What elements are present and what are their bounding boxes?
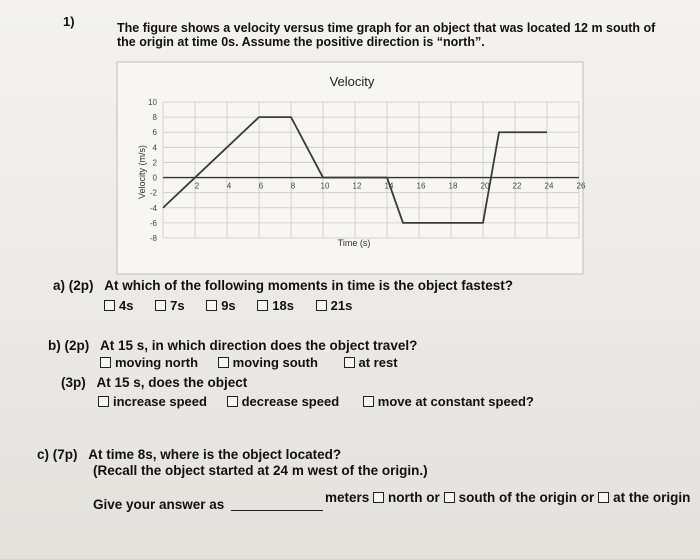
x-tick-label: 12 — [352, 181, 362, 191]
option-label: 18s — [272, 298, 294, 313]
y-tick-label: -8 — [149, 234, 157, 243]
part-a-options — [104, 298, 352, 313]
option-decrease-speed[interactable] — [227, 394, 340, 409]
unit-label: meters — [325, 490, 370, 505]
intro-emphasis: positive direction is “north”. — [315, 35, 485, 49]
option-constant-speed[interactable] — [363, 394, 534, 409]
answer-prefix: Give your answer as — [93, 497, 225, 512]
y-tick-label: -4 — [149, 203, 157, 213]
chart-title: Velocity — [329, 74, 375, 89]
question-number: 1) — [63, 14, 75, 29]
option-increase-speed[interactable] — [98, 394, 207, 409]
part-b-label: b) (2p) — [48, 338, 90, 353]
checkbox-icon[interactable] — [100, 357, 111, 368]
checkbox-icon[interactable] — [373, 492, 384, 503]
checkbox-icon[interactable] — [218, 357, 229, 368]
option-label: 21s — [330, 298, 353, 313]
part-b-sub-label: (3p) — [61, 375, 86, 390]
option-label: south of the origin or — [458, 490, 595, 505]
option-label: moving north — [115, 355, 199, 370]
y-tick-label: -2 — [149, 188, 157, 198]
option-label: move at constant speed? — [377, 394, 534, 409]
y-tick-label: -6 — [149, 218, 157, 228]
intro-line-1 — [117, 21, 655, 35]
checkbox-icon[interactable] — [444, 492, 455, 503]
part-b-sub-question: At 15 s, does the object — [96, 375, 248, 390]
checkbox-icon[interactable] — [598, 492, 609, 503]
x-tick-label: 10 — [320, 181, 330, 191]
x-tick-label: 18 — [448, 181, 458, 191]
x-tick-label: 20 — [480, 181, 490, 191]
velocity-chart — [117, 62, 586, 274]
option-south[interactable] — [444, 490, 595, 505]
checkbox-icon[interactable] — [98, 396, 109, 407]
option-at-origin[interactable] — [598, 490, 690, 505]
y-axis-label: Velocity (m/s) — [137, 144, 147, 200]
part-b-options — [100, 355, 398, 370]
option-label: moving south — [232, 355, 318, 370]
y-tick-label: 0 — [152, 173, 157, 183]
answer-blank[interactable] — [231, 498, 323, 511]
intro-text: the origin at time — [117, 35, 222, 49]
option-north[interactable] — [373, 490, 440, 505]
y-tick-label: 2 — [152, 158, 157, 168]
part-c-answer-options — [325, 490, 690, 505]
x-tick-label: 24 — [544, 181, 554, 191]
x-tick-label: 2 — [194, 181, 200, 191]
part-c-answer-row — [93, 497, 326, 512]
intro-emphasis: 12 m south of — [574, 21, 656, 35]
part-c — [37, 447, 341, 462]
y-tick-label: 8 — [152, 113, 157, 123]
x-tick-label: 8 — [290, 181, 296, 191]
option-moving-south[interactable] — [218, 355, 318, 370]
part-c-label: c) (7p) — [37, 447, 78, 462]
x-tick-label: 16 — [416, 181, 426, 191]
intro-emphasis: 0s — [221, 35, 236, 49]
option-7s[interactable] — [155, 298, 184, 313]
part-b-question: At 15 s, in which direction does the object travel? — [100, 338, 418, 353]
option-label: 9s — [221, 298, 236, 313]
y-tick-label: 10 — [148, 98, 157, 107]
checkbox-icon[interactable] — [257, 300, 268, 311]
option-label: 4s — [119, 298, 134, 313]
checkbox-icon[interactable] — [344, 357, 355, 368]
option-moving-north[interactable] — [100, 355, 198, 370]
part-a-question: At which of the following moments in time is the object fastest? — [104, 278, 514, 293]
intro-line-2 — [117, 35, 485, 49]
y-tick-label: 4 — [152, 143, 157, 153]
option-label: decrease speed — [241, 394, 340, 409]
checkbox-icon[interactable] — [155, 300, 166, 311]
part-c-note: (Recall the object started at 24 m west of the origin.) — [93, 463, 428, 478]
part-a — [53, 278, 513, 293]
option-label: north or — [388, 490, 440, 505]
part-b — [48, 338, 417, 353]
option-label: 7s — [170, 298, 185, 313]
part-a-label: a) (2p) — [53, 278, 94, 293]
intro-text: The figure shows a velocity versus time graph for an object that was located — [117, 21, 575, 35]
checkbox-icon[interactable] — [363, 396, 374, 407]
x-axis-label: Time (s) — [337, 238, 371, 248]
x-tick-label: 6 — [258, 181, 264, 191]
x-tick-label: 4 — [226, 181, 232, 191]
x-tick-label: 26 — [576, 181, 586, 191]
option-label: at the origin — [613, 490, 691, 505]
option-at-rest[interactable] — [344, 355, 398, 370]
x-tick-label: 22 — [512, 181, 522, 191]
checkbox-icon[interactable] — [206, 300, 217, 311]
option-21s[interactable] — [316, 298, 353, 313]
option-4s[interactable] — [104, 298, 133, 313]
option-label: at rest — [358, 355, 398, 370]
option-18s[interactable] — [257, 298, 294, 313]
checkbox-icon[interactable] — [104, 300, 115, 311]
part-c-question: At time 8s, where is the object located? — [88, 447, 342, 462]
option-9s[interactable] — [206, 298, 235, 313]
part-b-sub-options — [98, 394, 534, 409]
option-label: increase speed — [113, 394, 207, 409]
y-tick-label: 6 — [152, 128, 157, 138]
x-tick-label: 14 — [384, 181, 394, 191]
intro-text: . Assume the — [235, 35, 316, 49]
checkbox-icon[interactable] — [227, 396, 238, 407]
part-b-sub — [61, 375, 247, 390]
checkbox-icon[interactable] — [316, 300, 327, 311]
